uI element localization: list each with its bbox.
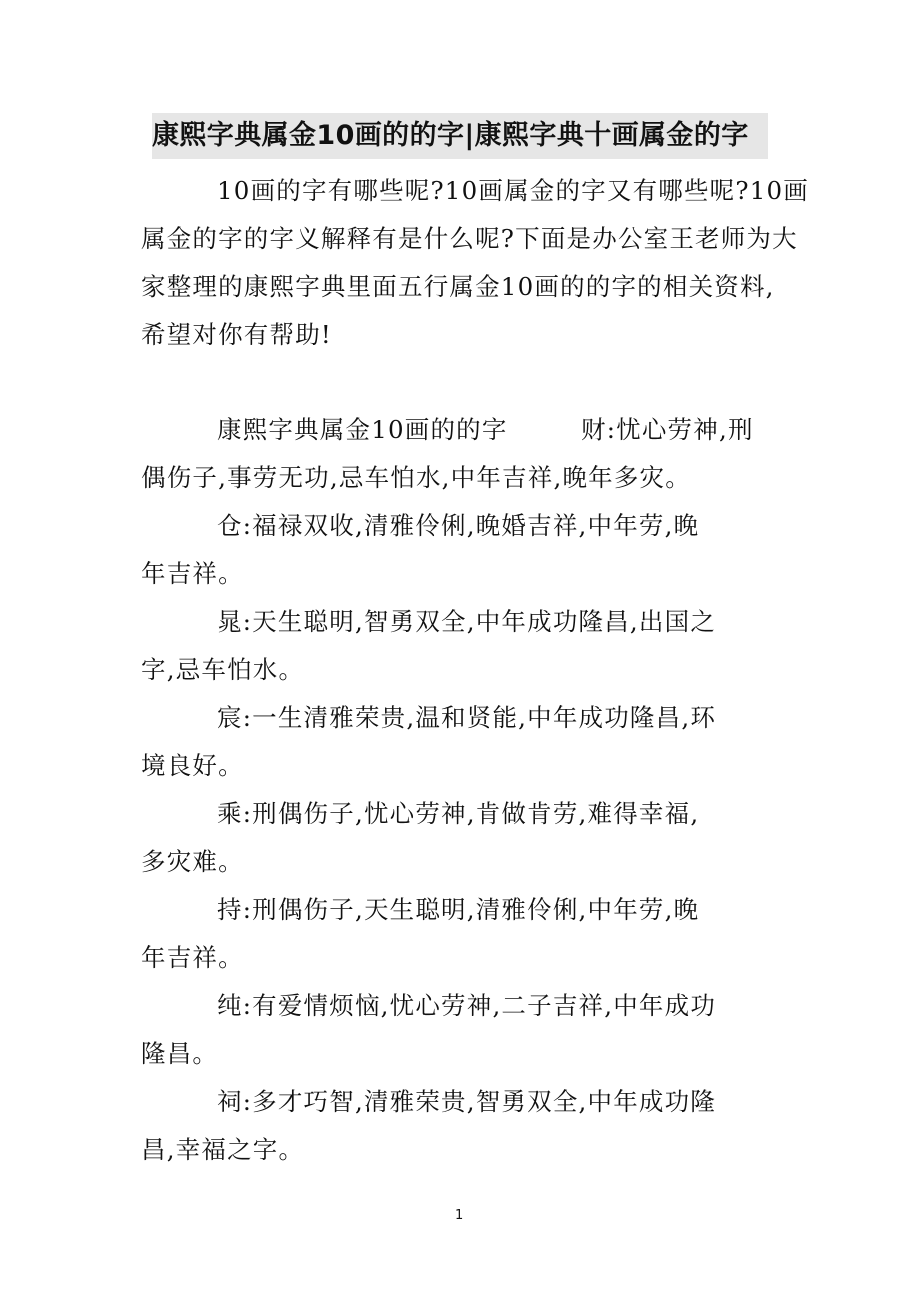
entry-chun-line-1: 纯:有爱情烦恼,忧心劳神,二子吉祥,中年成功 [217,991,717,1020]
section-label: 康熙字典属金10画的的字 [217,415,508,444]
entry-cang-line-2: 年吉祥。 [141,559,244,588]
intro-line-4: 希望对你有帮助! [141,320,332,349]
document-title: 康熙字典属金10画的的字|康熙字典十画属金的字 [152,113,768,159]
entry-cheng-line-1: 乘:刑偶伤子,忧心劳神,肯做肯劳,难得幸福, [217,799,700,828]
intro-line-3: 家整理的康熙字典里面五行属金10画的的字的相关资料, [141,272,775,301]
entry-cai-line-2: 偶伤子,事劳无功,忌车怕水,中年吉祥,晚年多灾。 [141,463,691,492]
entry-ci-line-2: 昌,幸福之字。 [141,1135,305,1164]
entry-cai-line-1: 财:忧心劳神,刑 [581,415,754,444]
entry-chi-line-2: 年吉祥。 [141,943,244,972]
entry-chun-line-2: 隆昌。 [141,1039,219,1068]
page-number: 1 [455,1208,464,1223]
entry-chao-line-2: 字,忌车怕水。 [141,655,305,684]
entry-chen-line-2: 境良好。 [141,751,244,780]
entry-chi-line-1: 持:刑偶伤子,天生聪明,清雅伶俐,中年劳,晚 [217,895,700,924]
intro-line-2: 属金的字的字义解释有是什么呢?下面是办公室王老师为大 [141,224,798,253]
entry-ci-line-1: 祠:多才巧智,清雅荣贵,智勇双全,中年成功隆 [217,1087,717,1116]
entry-cang-line-1: 仓:福禄双收,清雅伶俐,晚婚吉祥,中年劳,晚 [217,511,700,540]
entry-chao-line-1: 晁:天生聪明,智勇双全,中年成功隆昌,出国之 [217,607,717,636]
entry-cheng-line-2: 多灾难。 [141,847,244,876]
intro-line-1: 10画的字有哪些呢?10画属金的字又有哪些呢?10画 [217,176,809,205]
entry-chen-line-1: 宸:一生清雅荣贵,温和贤能,中年成功隆昌,环 [217,703,717,732]
